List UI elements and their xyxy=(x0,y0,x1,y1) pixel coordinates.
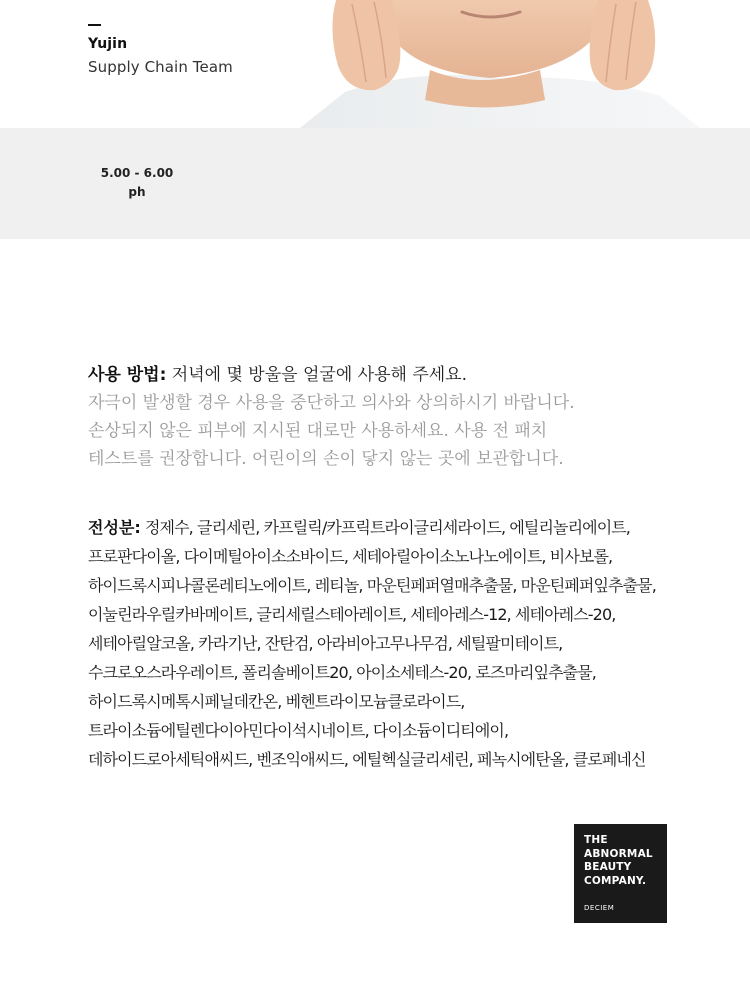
logo-sub: DECIEM xyxy=(584,904,615,912)
ph-range: 5.00 - 6.00 xyxy=(100,166,174,180)
employee-hero xyxy=(0,0,750,128)
brand-logo xyxy=(574,824,667,923)
usage-caution-3: 테스트를 권장합니다. 어린이의 손이 닿지 않는 곳에 보관합니다. xyxy=(88,449,564,469)
usage-caution-1: 자극이 발생할 경우 사용을 중단하고 의사와 상의하시기 바랍니다. xyxy=(88,393,575,413)
logo-line-4: COMPANY. xyxy=(584,874,647,887)
usage-caution-2: 손상되지 않은 피부에 지시된 대로만 사용하세요. 사용 전 패치 xyxy=(88,421,548,441)
ph-unit: ph xyxy=(128,185,146,199)
ingredients-list: 정제수, 글리세린, 카프릴릭/카프릭트라이글리세라이드, 에틸리놀리에이트, 프로판다이올, 다이메틸아이소소바이드, 세테아릴아이소노나노에이트, 비사보롤, 하이드록시피나콜론레티노에이트, 레티놀, 마운틴페퍼열매추출물, 마운틴페퍼잎추출물, 이눌린라우릴카바메이트, 글리세릴스테아레이트, 세테아레스-12, 세테아레스-20, 세테아릴알코올, 카라기난, 잔탄검, 아라비아고무나무검, 세틸팔미테이트, 수크로오스라우레이트, 폴리솔베이트20, 아이소세테스-20, 로즈마리잎추출물, 하이드록시메톡시페닐데칸온, 베헨트라이모늄클로라이드, 트라이소듐에틸렌다이아민다이석시네이트, 다이소듐이디티에이, 데하이드로아세틱애씨드, 벤조익애씨드, 에틸헥실글리세린, 페녹시에탄올, 클로페네신 xyxy=(88,518,656,769)
logo-line-1: THE xyxy=(584,834,608,846)
logo-line-3: BEAUTY xyxy=(584,861,632,873)
ingredients-section xyxy=(88,513,668,774)
person-name: Yujin xyxy=(88,36,128,52)
ph-band xyxy=(0,128,750,239)
ingredients-label: 전성분: xyxy=(88,518,141,537)
logo-line-2: ABNORMAL xyxy=(584,847,653,860)
logo-wordmark xyxy=(584,834,653,888)
name-dash xyxy=(88,24,101,26)
person-team: Supply Chain Team xyxy=(88,58,233,76)
usage-section xyxy=(88,361,708,473)
ph-info xyxy=(90,164,184,202)
usage-main: 저녁에 몇 방울을 얼굴에 사용해 주세요. xyxy=(166,365,467,385)
usage-label: 사용 방법: xyxy=(88,365,167,385)
